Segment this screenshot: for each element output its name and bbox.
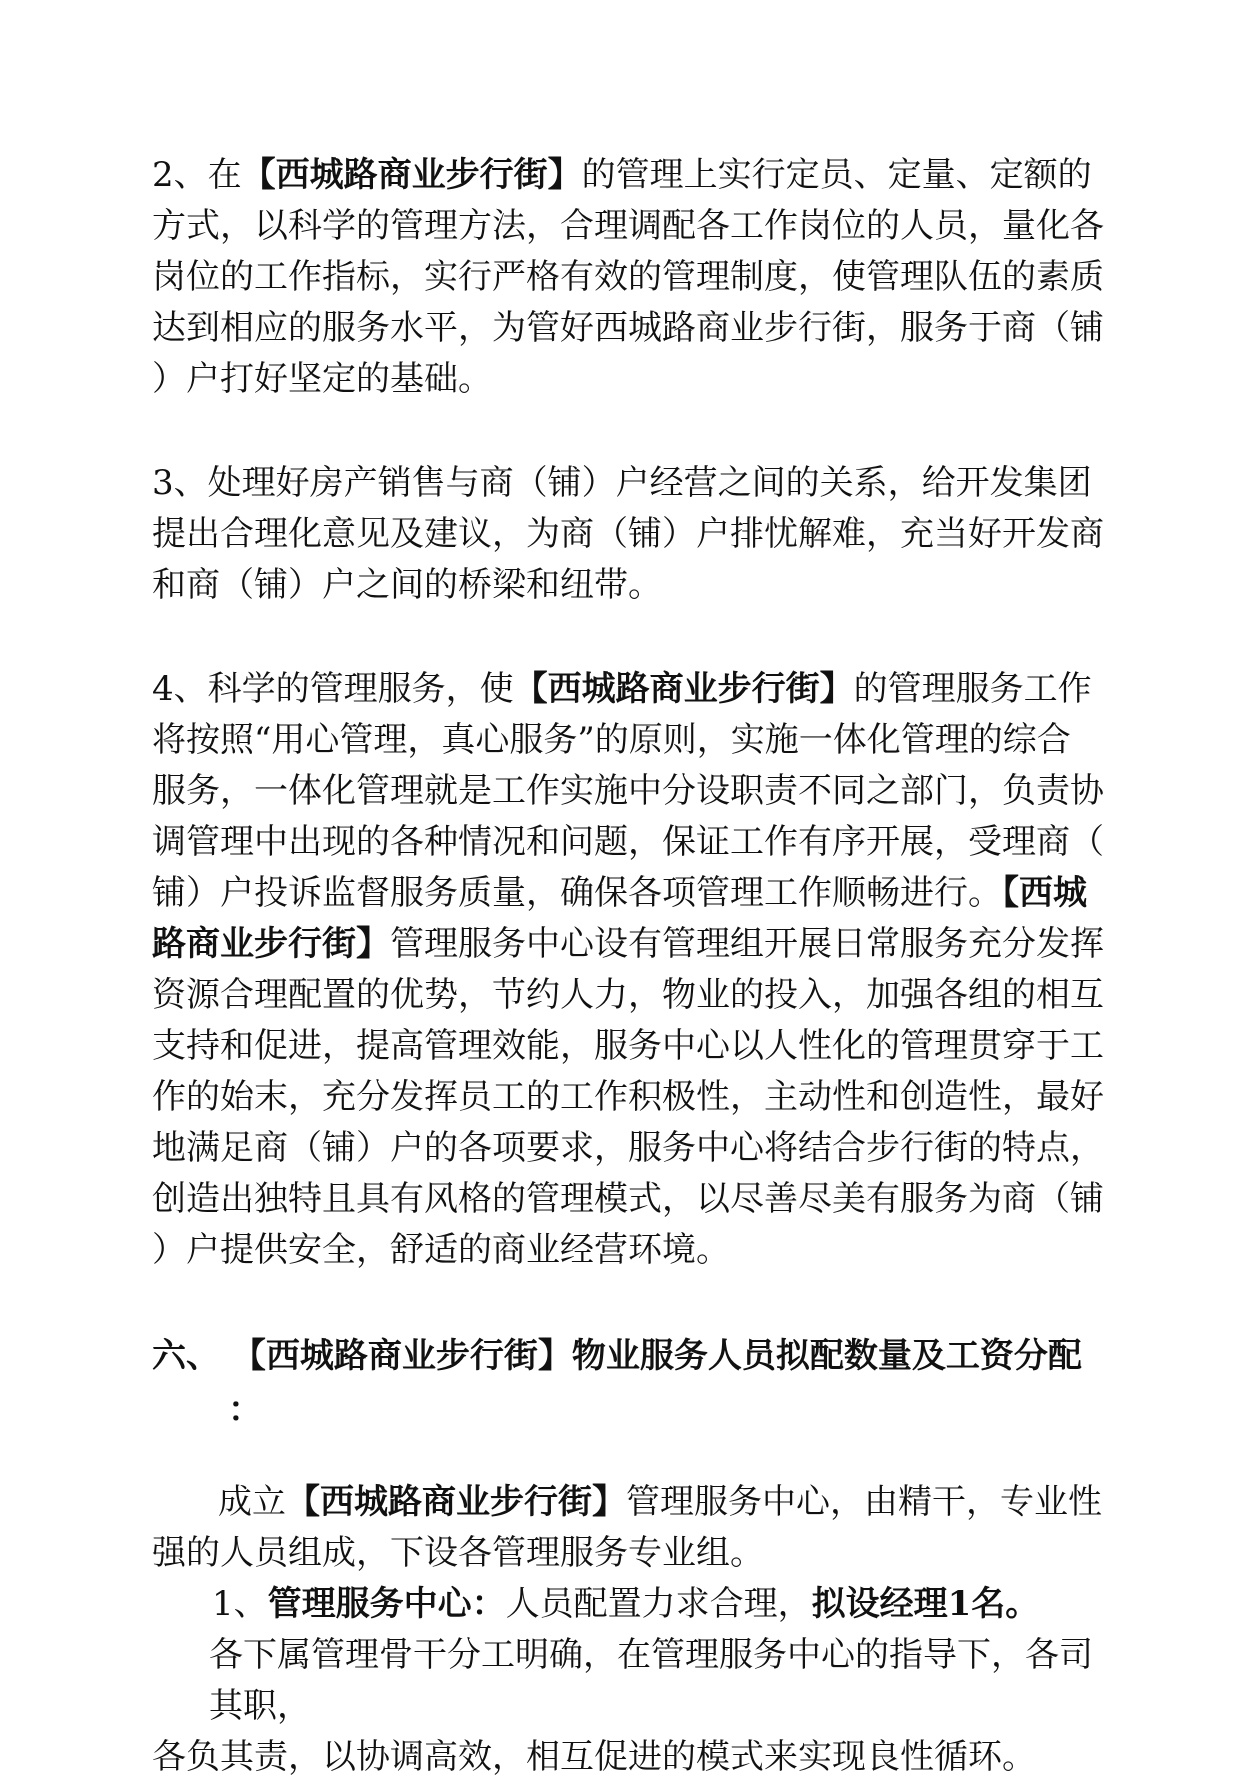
paragraph-2 xyxy=(152,150,1104,405)
text-line: ）户打好坚定的基础。 xyxy=(152,359,492,399)
text-line: 调管理中出现的各种情况和问题，保证工作有序开展，受理商（ xyxy=(152,822,1104,862)
text-run: 的管理服务工作 xyxy=(853,669,1092,709)
text-line xyxy=(152,868,1092,919)
text-run: 铺）户投诉监督服务质量，确保各项管理工作顺畅进行。 xyxy=(152,873,1002,913)
text-line: 作的始末，充分发挥员工的工作积极性，主动性和创造性，最好 xyxy=(152,1077,1104,1117)
text-line xyxy=(152,1579,1092,1630)
item-1 xyxy=(152,1579,1092,1783)
section-heading xyxy=(152,1329,1092,1437)
text-line: 强的人员组成，下设各管理服务专业组。 xyxy=(152,1533,764,1573)
text-line: 岗位的工作指标，实行严格有效的管理制度，使管理队伍的素质 xyxy=(152,257,1104,297)
text-run: 管理服务中心，由精干，专业性 xyxy=(626,1482,1102,1522)
text-line xyxy=(152,1477,1102,1528)
text-run: 的管理上实行定员、定量、定额的 xyxy=(581,155,1092,195)
text-line: 达到相应的服务水平，为管好西城路商业步行街，服务于商（铺 xyxy=(152,308,1104,348)
paragraph-4 xyxy=(152,664,1104,1276)
bold-text: 【西城路商业步行街】 xyxy=(286,1482,626,1522)
paragraph-gap xyxy=(152,1276,1092,1329)
text-line xyxy=(152,919,1104,970)
text-line: 创造出独特且具有风格的管理模式，以尽善尽美有服务为商（铺 xyxy=(152,1179,1104,1219)
text-line: 3、处理好房产销售与商（铺）户经营之间的关系，给开发集团 xyxy=(152,463,1092,503)
bold-text: 路商业步行街】 xyxy=(152,924,390,964)
text-run: 成立 xyxy=(218,1482,286,1522)
text-line: 其职， xyxy=(209,1686,311,1726)
text-run: 4、科学的管理服务，使 xyxy=(152,669,514,709)
section-title: 六、 【西城路商业步行街】物业服务人员拟配数量及工资分配 xyxy=(152,1336,1082,1376)
text-line: 和商（铺）户之间的桥梁和纽带。 xyxy=(152,565,662,605)
bold-text: 【西城路商业步行街】 xyxy=(241,155,582,195)
bold-text: 拟设经理1名。 xyxy=(811,1584,1040,1624)
intro-paragraph xyxy=(152,1477,1102,1579)
paragraph-3 xyxy=(152,458,1104,611)
paragraph-gap xyxy=(152,405,1092,458)
text-line: 资源合理配置的优势，节约人力，物业的投入，加强各组的相互 xyxy=(152,975,1104,1015)
text-line: 将按照“用心管理，真心服务”的原则，实施一体化管理的综合 xyxy=(152,720,1071,760)
text-line: 各下属管理骨干分工明确，在管理服务中心的指导下，各司 xyxy=(209,1635,1093,1675)
item-number: 1、 xyxy=(212,1584,268,1624)
text-line: 方式，以科学的管理方法，合理调配各工作岗位的人员，量化各 xyxy=(152,206,1104,246)
paragraph-gap xyxy=(152,611,1092,664)
text-run: 人员配置力求合理， xyxy=(505,1584,812,1624)
bold-text: 【西城 xyxy=(1002,873,1087,913)
item-label: 管理服务中心： xyxy=(267,1584,506,1624)
text-line: 地满足商（铺）户的各项要求，服务中心将结合步行街的特点， xyxy=(152,1128,1104,1168)
text-line: 各负其责，以协调高效，相互促进的模式来实现良性循环。 xyxy=(152,1737,1036,1777)
text-line: ）户提供安全，舒适的商业经营环境。 xyxy=(152,1230,730,1270)
bold-text: 【西城路商业步行街】 xyxy=(513,669,854,709)
text-run: 管理服务中心设有管理组开展日常服务充分发挥 xyxy=(390,924,1104,964)
text-run: 2、在 xyxy=(152,155,242,195)
text-line: 支持和促进，提高管理效能，服务中心以人性化的管理贯穿于工 xyxy=(152,1026,1104,1066)
paragraph-gap xyxy=(152,1437,1092,1477)
text-line: 提出合理化意见及建议，为商（铺）户排忧解难，充当好开发商 xyxy=(152,514,1104,554)
text-line xyxy=(152,150,1092,201)
text-line: 服务，一体化管理就是工作实施中分设职责不同之部门，负责协 xyxy=(152,771,1104,811)
text-line xyxy=(152,664,1092,715)
document-page xyxy=(152,150,1104,1783)
section-title-continuation: ： xyxy=(228,1390,262,1430)
